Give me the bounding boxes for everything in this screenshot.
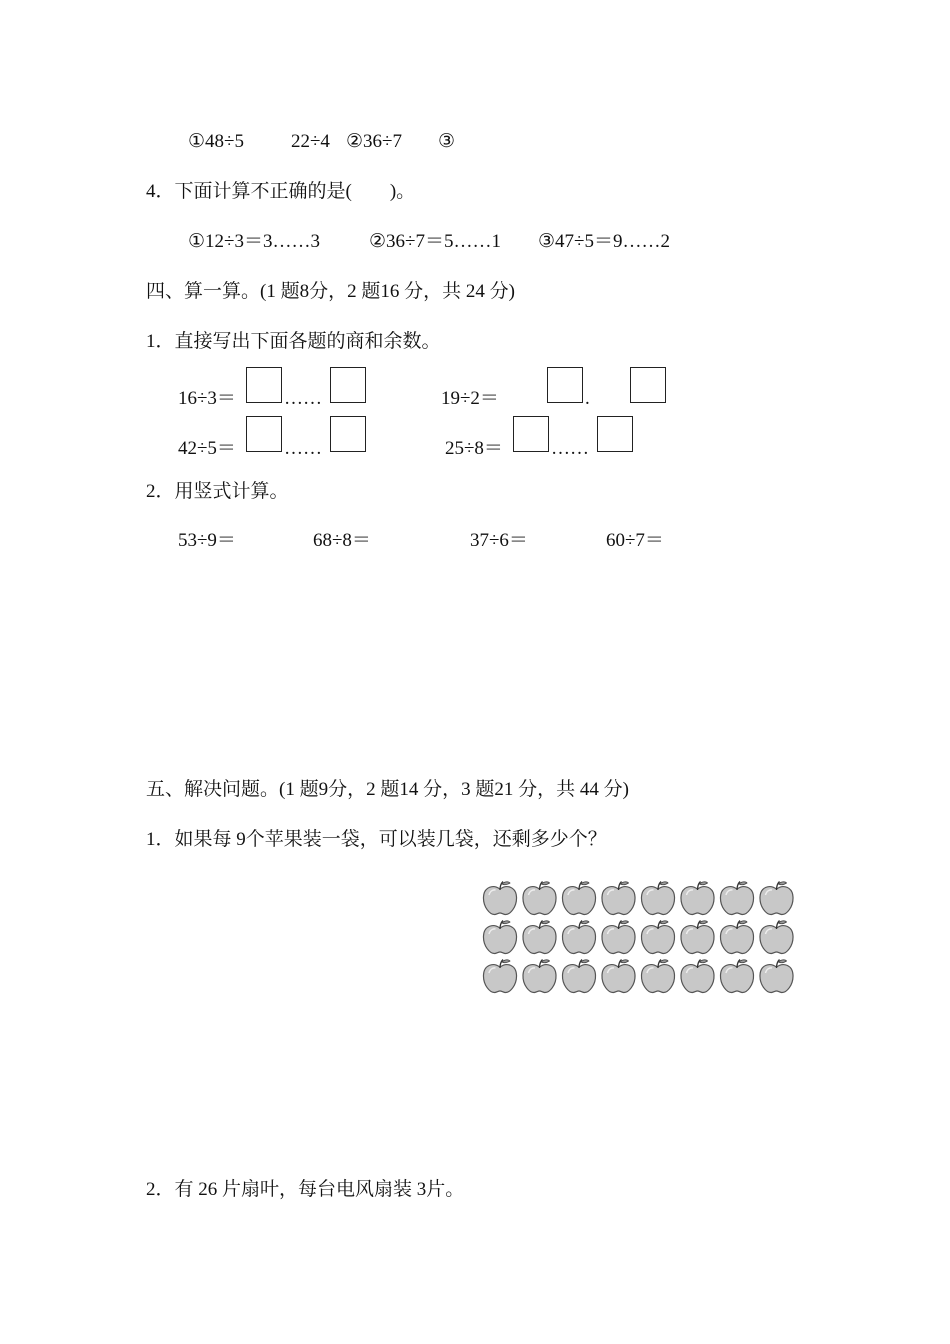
q3-option-3: ③ <box>438 131 456 152</box>
remainder-dots: …… <box>284 388 322 409</box>
apple-icon <box>483 882 516 915</box>
q4-stem: 4．下面计算不正确的是( )。 <box>146 181 416 202</box>
apple-icon <box>562 921 595 954</box>
remainder-answer-box[interactable] <box>330 367 366 403</box>
apple-icon <box>681 921 714 954</box>
quotient-answer-box[interactable] <box>246 416 282 452</box>
apple-icon <box>483 960 516 993</box>
apple-icon <box>641 960 674 993</box>
apple-icon <box>562 960 595 993</box>
apple-icon <box>523 921 556 954</box>
apple-icon <box>760 921 793 954</box>
apple-icon <box>641 921 674 954</box>
division-expression: 25÷8＝ <box>445 438 503 459</box>
apple-icon <box>641 882 674 915</box>
apple-icon <box>720 960 753 993</box>
apple-icon <box>602 882 635 915</box>
quotient-answer-box[interactable] <box>513 416 549 452</box>
remainder-dots: . <box>585 388 590 409</box>
section-4-q2-stem: 2．用竖式计算。 <box>146 481 289 502</box>
apple-icon <box>720 921 753 954</box>
q4-option-2: ②36÷7＝5……1 <box>369 231 501 252</box>
apple-icon <box>760 960 793 993</box>
apple-icon <box>681 882 714 915</box>
remainder-dots: …… <box>284 438 322 459</box>
apple-icon <box>760 882 793 915</box>
apple-icon <box>523 882 556 915</box>
remainder-answer-box[interactable] <box>330 416 366 452</box>
remainder-answer-box[interactable] <box>630 367 666 403</box>
section-4-q1-stem: 1．直接写出下面各题的商和余数。 <box>146 331 441 352</box>
section-5-q2: 2．有 26 片扇叶，每台电风扇装 3片。 <box>146 1179 465 1200</box>
apple-icon <box>602 960 635 993</box>
vertical-calc-item: 68÷8＝ <box>313 530 371 551</box>
apple-icon <box>681 960 714 993</box>
quotient-answer-box[interactable] <box>246 367 282 403</box>
apple-icon <box>562 882 595 915</box>
division-expression: 19÷2＝ <box>441 388 499 409</box>
division-expression: 42÷5＝ <box>178 438 236 459</box>
division-expression: 16÷3＝ <box>178 388 236 409</box>
section-5-q1: 1．如果每 9个苹果装一袋，可以装几袋，还剩多少个？ <box>146 829 607 850</box>
vertical-calc-item: 37÷6＝ <box>470 530 528 551</box>
quotient-answer-box[interactable] <box>547 367 583 403</box>
remainder-dots: …… <box>551 438 589 459</box>
vertical-calc-item: 53÷9＝ <box>178 530 236 551</box>
q4-option-1: ①12÷3＝3……3 <box>188 231 320 252</box>
apple-icon <box>483 921 516 954</box>
apple-icon <box>523 960 556 993</box>
q3-option-1: ①48÷5 <box>188 131 244 152</box>
q3-option-1-extra: 22÷4 <box>291 131 330 152</box>
apple-icon <box>602 921 635 954</box>
vertical-calc-item: 60÷7＝ <box>606 530 664 551</box>
apple-icon <box>720 882 753 915</box>
q4-option-3: ③47÷5＝9……2 <box>538 231 670 252</box>
apple-grid-illustration <box>480 878 800 998</box>
q3-option-2: ②36÷7 <box>346 131 402 152</box>
section-5-title: 五、解决问题。(1 题9分，2 题14 分，3 题21 分，共 44 分) <box>146 779 629 800</box>
remainder-answer-box[interactable] <box>597 416 633 452</box>
section-4-title: 四、算一算。(1 题8分，2 题16 分，共 24 分) <box>146 281 515 302</box>
